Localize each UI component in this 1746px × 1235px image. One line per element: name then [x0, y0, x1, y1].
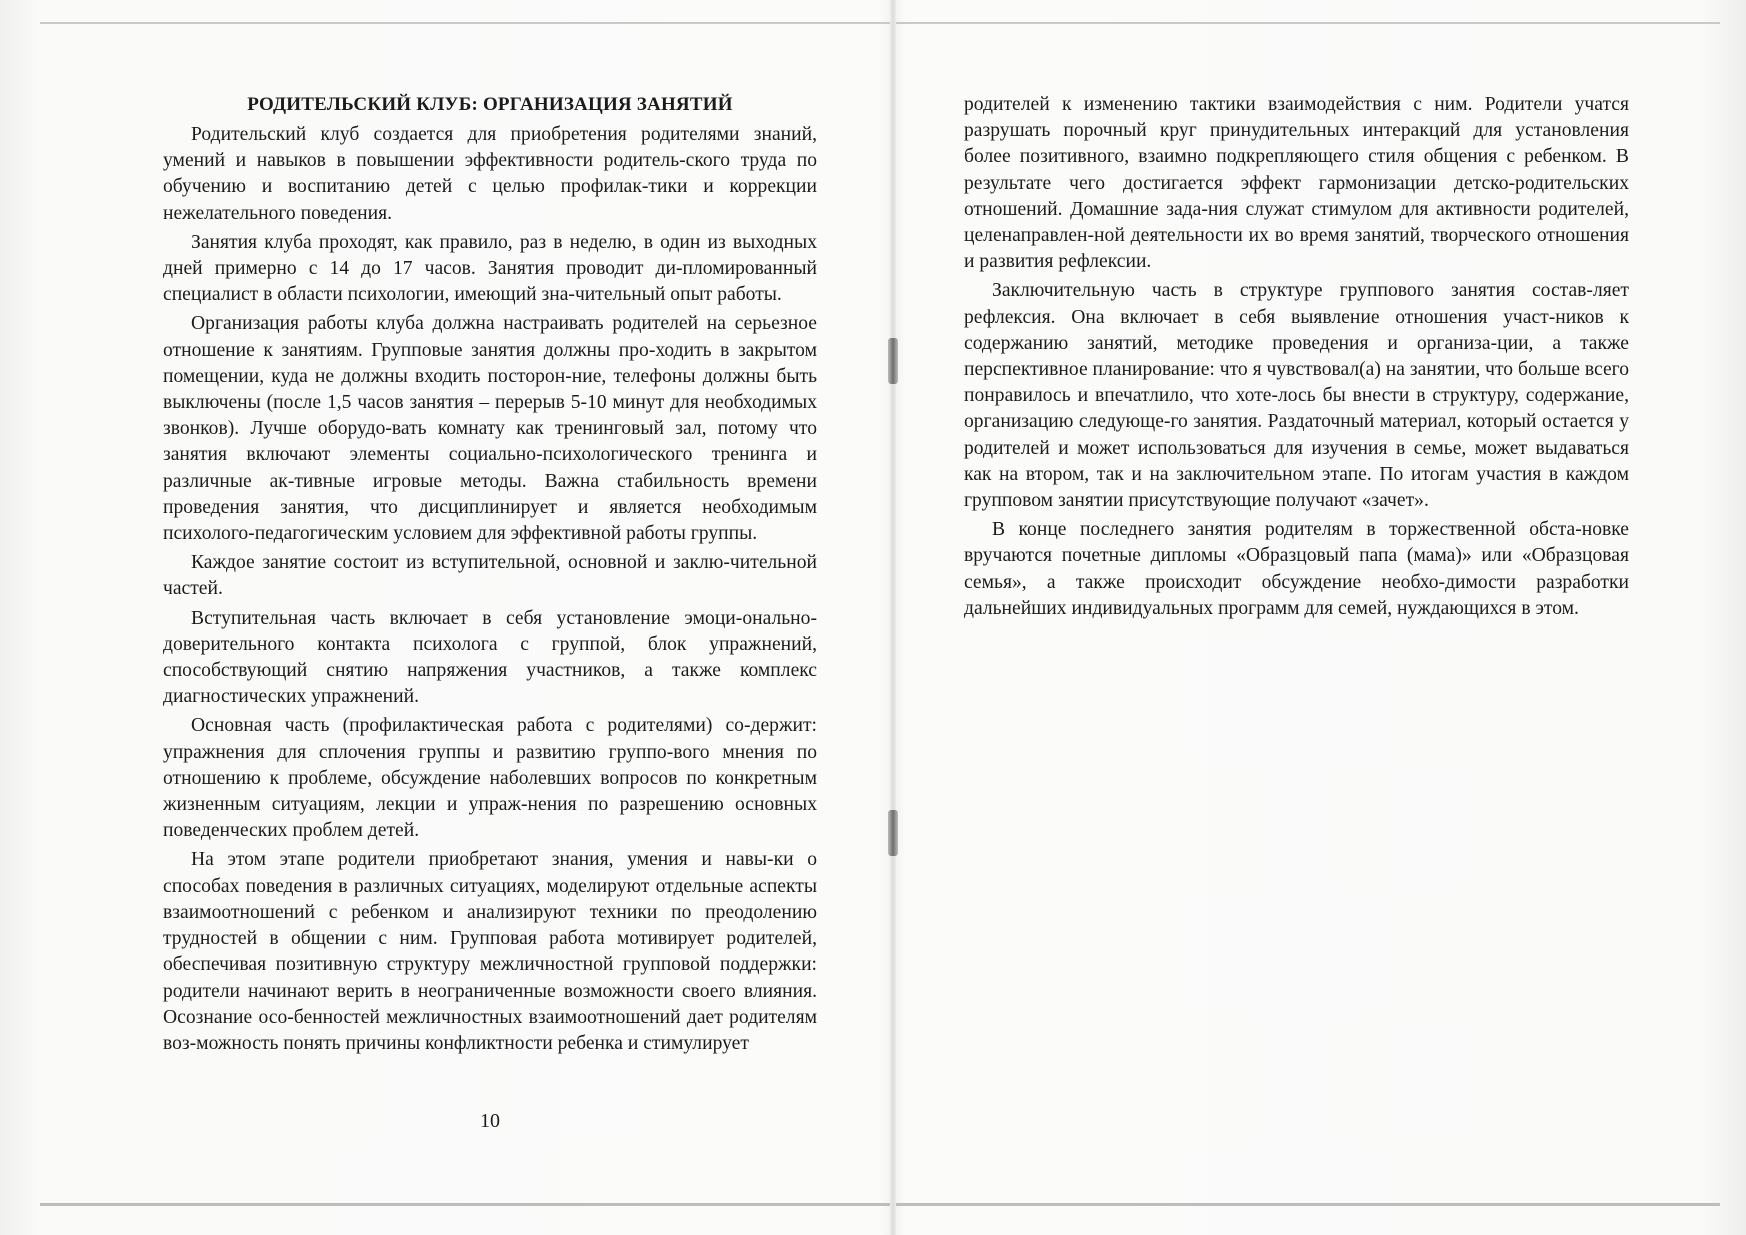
paper-bottom-edge	[40, 1203, 1720, 1206]
page-title: РОДИТЕЛЬСКИЙ КЛУБ: ОРГАНИЗАЦИЯ ЗАНЯТИЙ	[247, 94, 733, 115]
left-page	[163, 92, 817, 1060]
staple-top	[888, 338, 898, 384]
paragraph: Вступительная часть включает в себя установление эмоци-онально-доверительного контакта психолога с группой, блок упражнений, способствующий снятию напряжения участников, а также комплекс диагностических упражнений.	[163, 607, 817, 708]
page-number: 10	[480, 1110, 500, 1132]
paragraph-continuation: родителей к изменению тактики взаимодействия с ним. Родители учатся разрушать порочный круг принудительных интеракций для установления более позитивного, взаимно подкрепляющего стиля общения с ребенком. В результате чего достигается эффект гармонизации детско-родительских отношений. Домашние зада-ния служат стимулом для активности родителей, целенаправлен-ной деятельности их во время занятий, творческого отношения и развития рефлексии.	[964, 94, 1629, 273]
paragraph: Родительский клуб создается для приобретения родителями знаний, умений и навыков в повышении эффективности родитель-ского труда по обучению и воспитанию детей с целью профилак-тики и коррекции нежелательного поведения.	[163, 124, 817, 224]
staple-bottom	[888, 810, 898, 856]
paragraph: Занятия клуба проходят, как правило, раз в неделю, в один из выходных дней примерно с 14 до 17 часов. Занятия проводит ди-пломированный специалист в области психологии, имеющий зна-чительный опыт работы.	[163, 231, 817, 306]
paragraph: На этом этапе родители приобретают знания, умения и навы-ки о способах поведения в различных ситуациях, моделируют отдельные аспекты взаимоотношений с ребенком и анализируют техники по преодолению трудностей в общении с ним. Групповая работа мотивирует родителей, обеспечивая позитивную структуру межличностной групповой поддержки: родители начинают верить в неограниченные возможности своего влияния. Осознание осо-бенностей межличностных взаимоотношений дает родителям воз-можность понять причины конфликтности ребенка и стимулирует	[163, 849, 817, 1054]
paragraph: Основная часть (профилактическая работа с родителями) со-держит: упражнения для сплочения группы и развитию группо-вого мнения по отношению к проблеме, обсуждение наболевших вопросов по конкретным жизненным ситуациям, лекции и упраж-нения по разрешению основных поведенческих проблем детей.	[163, 715, 817, 842]
paragraph: В конце последнего занятия родителям в торжественной обста-новке вручаются почетные дипломы «Образцовый папа (мама)» или «Образцовая семья», а также происходит обсуждение необхо-димости разработки дальнейших индивидуальных программ для семей, нуждающихся в этом.	[964, 519, 1629, 619]
paragraph: Организация работы клуба должна настраивать родителей на серьезное отношение к занятиям. Групповые занятия должны про-ходить в закрытом помещении, куда не должны входить посторон-ние, телефоны должны быть выключены (после 1,5 часов занятия – перерыв 5-10 минут для необходимых звонков). Лучше оборудо-вать комнату как тренинговый зал, потому что занятия включают элементы социально-психологического тренинга и различные ак-тивные игровые методы. Важна стабильность времени проведения занятия, что дисциплинирует и является необходимым психолого-педагогическим условием для эффективной работы группы.	[163, 313, 817, 545]
paper-top-edge	[40, 22, 1720, 24]
right-page	[964, 92, 1629, 625]
paragraph: Каждое занятие состоит из вступительной, основной и заклю-чительной частей.	[163, 552, 817, 600]
paragraph: Заключительную часть в структуре группового занятия состав-ляет рефлексия. Она включает в себя выявление отношения участ-ников к содержанию занятий, методике проведения и организа-ции, а также перспективное планирование: что я чувствовал(а) на занятии, что больше всего понравилось и впечатлило, что хоте-лось бы внести в структуру, содержание, организацию следующе-го занятия. Раздаточный материал, который остается у родителей и может использоваться для изучения в семье, может выдаваться как на втором, так и на заключительном этапе. По итогам участия в каждом групповом занятии присутствующие получают «зачет».	[964, 280, 1629, 512]
book-spine	[890, 0, 896, 1235]
